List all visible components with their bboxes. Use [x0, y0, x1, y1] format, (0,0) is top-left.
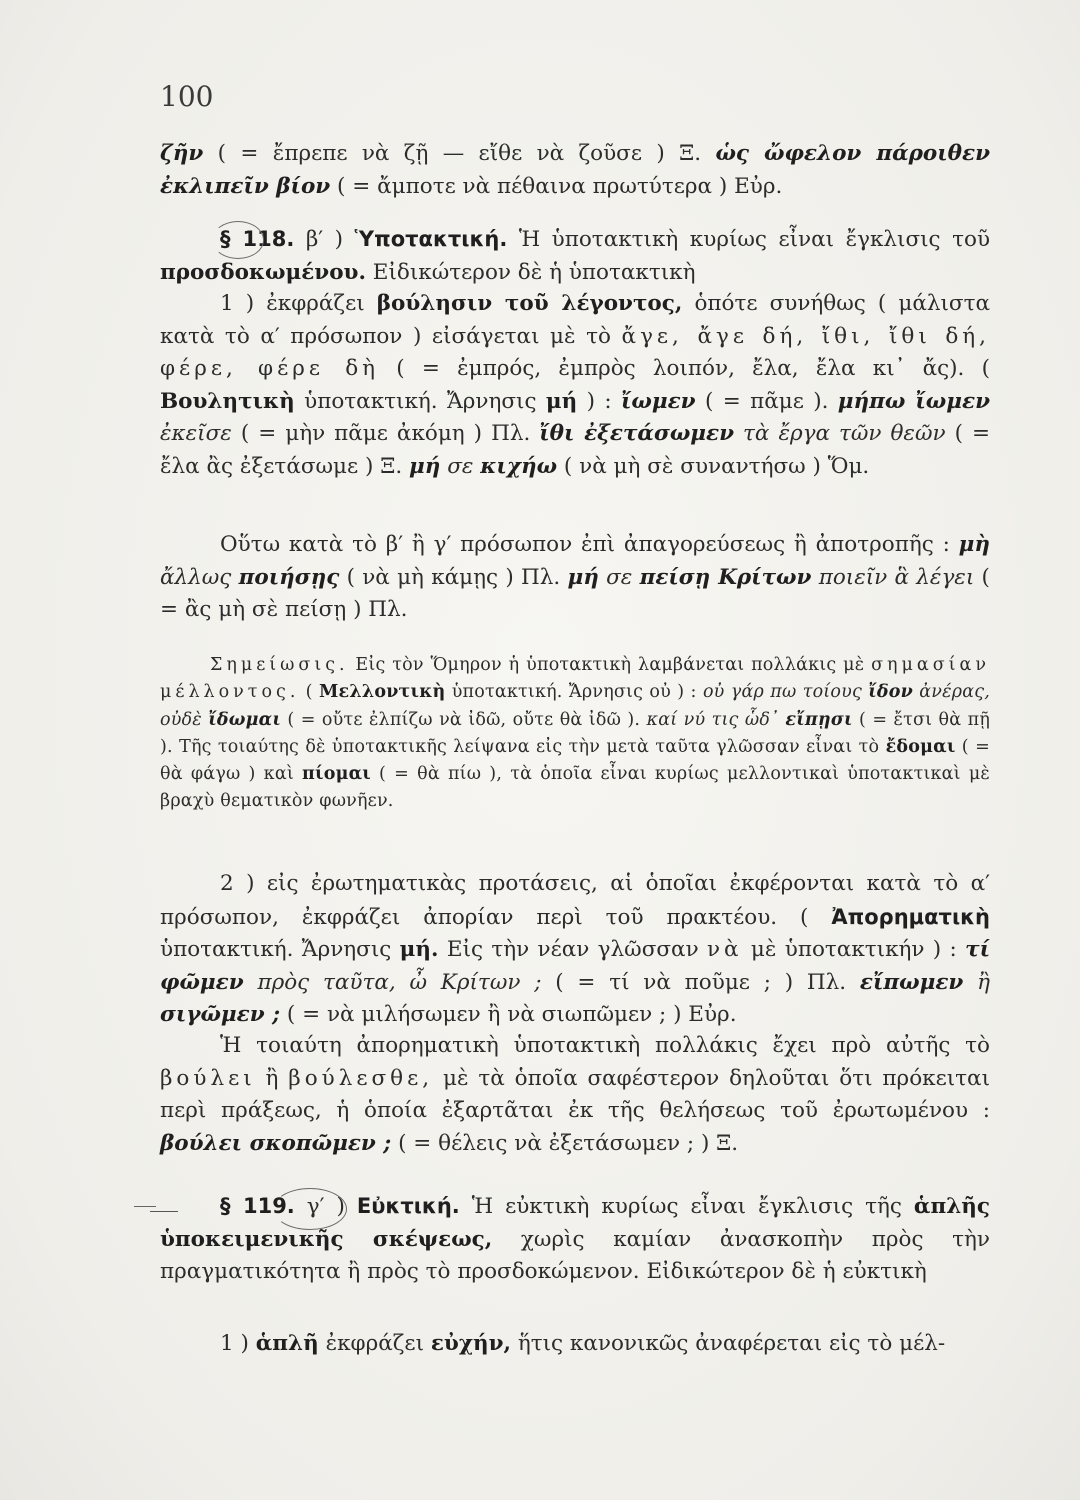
greek-example: ποιήσῃς — [238, 564, 340, 590]
paragraph-1-volitive — [160, 288, 990, 483]
greek-italic: οὐ γάρ πω τοίους — [702, 682, 862, 703]
text-run: ὑποτακτική. Ἄρνησις — [294, 388, 546, 414]
text-run: 1 ) — [220, 1331, 256, 1356]
greek-example: μή — [409, 453, 441, 479]
text-run: 2 ) εἰς ἐρωτηματικὰς προτάσεις, αἱ ὁποῖαι ἐκφέρονται κατὰ τὸ α′ πρόσωπον, ἐκφράζει ἀπορίαν περὶ τοῦ πρακτέου. ( — [160, 871, 990, 930]
greek-quote: ζῆν — [160, 141, 204, 166]
bold-term: ἔδομαι — [885, 736, 956, 757]
greek-italic: καί νύ τις ὧδ᾽ — [646, 709, 780, 730]
bold-term: Μελλοντικὴ — [318, 682, 446, 703]
spaced-term: σημασίαν μέλλοντος. — [160, 655, 990, 703]
space — [599, 565, 606, 590]
text-run: Εἰς τὸν Ὅμηρον ἡ ὑποτακτικὴ λαμβάνεται πολλάκις μὲ — [348, 655, 872, 675]
text-run: μὲ ὑποτακτικήν ) : — [742, 937, 966, 962]
section-number: § 118. — [220, 227, 295, 251]
section-number: § 119. — [220, 1194, 295, 1218]
pencil-dash-mark — [134, 1206, 156, 1207]
spaced-term: βούλει — [160, 1065, 256, 1091]
text-run: μὲ τὰ ὁποῖα σαφέστερον δηλοῦται ὅτι πρόκειται περὶ πράξεως, ἡ ὁποία ἐξαρτᾶται ἐκ τῆς θελήσεως τοῦ ἐρωτωμένου : — [160, 1065, 990, 1123]
section-heading: Εὐκτική. — [356, 1194, 460, 1218]
text-run: ἢ — [255, 1065, 289, 1091]
text-run: γ′ ) — [294, 1194, 357, 1219]
spaced-term: ἄγε, ἄγε δή, ἴθι, ἴθι δή, φέρε, φέρε δὴ — [160, 323, 990, 381]
section-118-intro — [160, 223, 990, 289]
bold-term: εὐχήν, — [430, 1331, 511, 1356]
text-run: ( = ἔλα ἂς ἐξετάσωμε ) Ξ. — [160, 421, 990, 479]
text-run: ( = τί νὰ ποῦμε ; ) Πλ. — [541, 969, 860, 995]
paragraph-5-wish — [160, 1328, 990, 1361]
paragraph-4-boulei — [160, 1030, 990, 1160]
bold-term: μή — [545, 388, 578, 414]
text-run: 1 ) ἐκφράζει — [220, 291, 377, 316]
paragraph-top-continuation — [160, 138, 990, 203]
greek-example: σιγῶμεν ; — [160, 1002, 281, 1027]
greek-example: εἴπωμεν — [859, 969, 964, 995]
text-run: ( = ἂς μὴ σὲ πείσῃ ) Πλ. — [160, 564, 990, 622]
text-run: ( = μὴν πᾶμε ἀκόμη ) Πλ. — [231, 421, 540, 446]
text-run: ὑποτακτική. Ἄρνησις οὐ ) : — [445, 682, 703, 703]
greek-example: πείσῃ Κρίτων — [639, 564, 812, 590]
space — [632, 565, 639, 590]
text-run: ( νὰ μὴ κάμῃς ) Πλ. — [339, 564, 568, 590]
greek-italic: σε — [447, 453, 474, 479]
greek-italic: ἀνέρας, οὐδὲ — [160, 682, 990, 730]
note-small-print — [160, 652, 990, 816]
text-run: ὁπότε συνήθως ( μάλιστα κατὰ τὸ α′ πρόσωπον ) εἰσάγεται μὲ τὸ — [160, 291, 991, 349]
text-run: ἥτις κανονικῶς ἀναφέρεται εἰς τὸ μέλ- — [511, 1331, 946, 1356]
text-run: ( = νὰ μιλήσωμεν ἢ νὰ σιωπῶμεν ; ) Εὐρ. — [280, 1002, 737, 1027]
text-run: ( = ἐμπρός, ἐμπρὸς λοιπόν, ἔλα, ἔλα κι᾽ ἄς). ( — [379, 356, 990, 381]
bold-term: Βουλητικὴ — [160, 388, 295, 414]
text-run: Ἡ τοιαύτη ἀπορηματικὴ ὑποτακτικὴ πολλάκις ἔχει πρὸ αὐτῆς τὸ — [220, 1033, 990, 1058]
paragraph-2-prohibition — [160, 529, 990, 627]
bold-term: μή. — [399, 937, 439, 962]
text-run: ( νὰ μὴ σὲ συναντήσω ) Ὅμ. — [557, 453, 870, 479]
text-run: ( = θέλεις νὰ ἐξετάσωμεν ; ) Ξ. — [391, 1130, 739, 1156]
text-run: Εἰδικώτερον δὲ ἡ ὑποτακτικὴ — [365, 259, 696, 285]
text-run: Ἡ ὑποτακτικὴ κυρίως εἶναι ἔγκλισις τοῦ — [507, 227, 991, 252]
greek-italic: σε — [606, 564, 633, 590]
space — [734, 421, 743, 446]
greek-italic: ποιεῖν ἃ λέγει — [818, 564, 975, 590]
page-number: 100 — [160, 80, 214, 113]
text-run: ὑποτακτική. Ἄρνησις — [160, 937, 400, 962]
text-run: ) : — [577, 388, 621, 414]
bold-term: προσδοκωμένου. — [160, 259, 366, 285]
space — [811, 565, 818, 590]
spaced-term: νὰ — [706, 937, 743, 962]
bold-term: Ἀπορηματικὴ — [831, 904, 990, 929]
pencil-circle-mark — [273, 1188, 347, 1230]
text-run: ( = οὔτε ἐλπίζω νὰ ἰδῶ, οὔτε θὰ ἰδῶ ). — [281, 709, 647, 730]
greek-example: μή — [567, 564, 599, 590]
spaced-term: Σημείωσις. — [210, 655, 349, 675]
text-run: ( = ἄμποτε νὰ πέθαινα πρωτύτερα ) Εὐρ. — [330, 173, 783, 199]
paragraph-3-deliberative — [160, 868, 990, 1032]
space — [231, 565, 238, 590]
greek-example: ἴθι ἐξετάσωμεν — [539, 421, 735, 446]
text-run: Εἰς τὴν νέαν γλῶσσαν — [438, 937, 707, 962]
greek-example: κιχήω — [480, 453, 558, 479]
bold-term: ἁπλῆς ὑποκειμενικῆς σκέψεως, — [160, 1194, 990, 1252]
text-run: ( = πᾶμε ). — [695, 388, 838, 414]
text-run: Οὕτω κατὰ τὸ β′ ἢ γ′ πρόσωπον ἐπὶ ἀπαγορεύσεως ἢ ἀποτροπῆς : — [220, 532, 959, 557]
space — [963, 970, 977, 995]
space — [244, 970, 258, 995]
greek-example: εἴπῃσι — [785, 709, 853, 730]
bold-term: πίομαι — [302, 764, 371, 785]
text-run: ( = θὰ φάγω ) καὶ — [160, 736, 990, 785]
text-run: Ἡ εὐκτικὴ κυρίως εἶναι ἔγκλισις τῆς — [459, 1194, 914, 1219]
bold-term: βούλησιν τοῦ λέγοντος, — [376, 291, 683, 316]
greek-example: βούλει σκοπῶμεν ; — [160, 1130, 392, 1156]
greek-italic: ἐκεῖσε — [160, 421, 232, 446]
text-run: ( = ἔτσι θὰ πῇ ). Τῆς τοιαύτης δὲ ὑποτακτικῆς λείψανα εἰς τὴν μετὰ ταῦτα γλῶσσαν εἶναι τὸ — [160, 709, 991, 757]
text-run: ( = ἔπρεπε νὰ ζῇ — εἴθε νὰ ζοῦσε ) Ξ. — [203, 141, 716, 166]
greek-example: τί φῶμεν — [160, 937, 990, 995]
spaced-term: βούλεσθε, — [288, 1065, 434, 1091]
section-heading: Ὑποτακτική. — [354, 227, 508, 251]
greek-italic: ἢ — [977, 969, 990, 995]
greek-example: ἴωμεν — [620, 388, 696, 414]
greek-example: μὴ — [958, 532, 990, 557]
greek-italic: τὰ ἔργα τῶν θεῶν — [743, 421, 946, 446]
greek-example: ἴδον — [868, 682, 913, 703]
text-run: ( = θὰ πίω ), τὰ ὁποῖα εἶναι κυρίως μελλοντικαὶ ὑποτακτικαὶ μὲ βραχὺ θεματικὸν φωνῆεν. — [160, 764, 990, 812]
greek-example: ἴδωμαι — [208, 709, 281, 730]
pencil-circle-mark — [212, 221, 264, 259]
greek-example: μήπω ἴωμεν — [837, 388, 990, 414]
text-run: ( — [299, 682, 319, 703]
text-run: ἐκφράζει — [318, 1331, 431, 1356]
greek-italic: πρὸς ταῦτα, ὦ Κρίτων ; — [257, 969, 542, 995]
bold-term: ἁπλῆ — [255, 1331, 319, 1356]
greek-quote: ὡς ὤφελον πάροιθεν ἐκλιπεῖν βίον — [160, 141, 991, 199]
text-run: β′ ) — [294, 227, 355, 252]
greek-italic: ἄλλως — [160, 564, 232, 590]
text-run: χωρὶς καμίαν ἀνασκοπὴν πρὸς τὴν πραγματικότητα ἢ πρὸς τὸ προσδοκώμενον. Εἰδικώτερον δὲ ἡ εὐκτικὴ — [160, 1226, 990, 1284]
